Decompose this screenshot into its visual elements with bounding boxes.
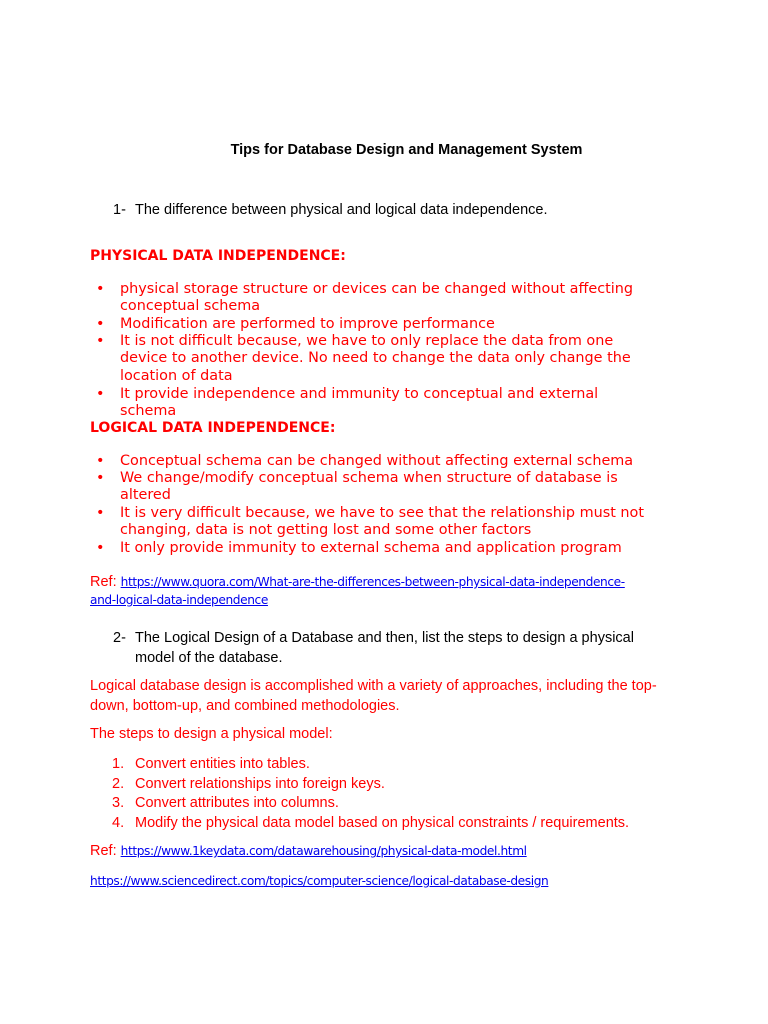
physical-heading: PHYSICAL DATA INDEPENDENCE: [90,248,346,264]
bullet-icon: • [96,540,105,556]
question-text: The difference between physical and logical data independence. [135,202,548,218]
question-number: 2- [113,630,126,646]
steps-intro: The steps to design a physical model: [90,726,333,742]
bullet-icon: • [96,333,105,349]
list-item-text: Conceptual schema can be changed without affecting external schema [120,453,634,469]
logical-heading: LOGICAL DATA INDEPENDENCE: [90,420,336,436]
list-item-text: Modification are performed to improve performance [120,316,495,332]
ref-label: Ref: [90,843,117,859]
quora-link[interactable]: https://www.quora.com/What-are-the-differences-between-physical-data-independence- [120,575,625,589]
logical-design-paragraph: Logical database design is accomplished with a variety of approaches, including the top-down, bottom-up, and combined methodologies. [90,678,657,714]
bullet-icon: • [96,386,105,402]
bullet-icon: • [96,453,105,469]
reference-1 [90,573,690,609]
sciencedirect-link[interactable]: https://www.sciencedirect.com/topics/computer-science/logical-database-design [90,874,549,888]
step-number: 2. [112,775,125,792]
step-number: 1. [112,756,125,772]
step-text: Convert entities into tables. [135,756,310,772]
step-text: Convert attributes into columns. [135,795,339,812]
question-1 [113,200,673,220]
step-number: 4. [112,814,125,831]
reference-2 [90,843,690,859]
list-item-text: It is very difficult because, we have to see that the relationship must not changing, data is not getting lost and some other factors [120,505,644,539]
bullet-icon: • [96,470,105,486]
list-item-text: We change/modify conceptual schema when structure of database is altered [120,470,618,504]
document-title: Tips for Database Design and Management System [230,142,583,158]
question-number: 1- [113,202,126,218]
question-2 [113,628,673,668]
bullet-icon: • [96,281,105,297]
bullet-icon: • [96,316,105,332]
list-item-text: physical storage structure or devices can be changed without affecting conceptual schema [120,281,634,315]
question-text: The Logical Design of a Database and then, list the steps to design a physical model of the database. [135,630,634,666]
ref-label: Ref: [90,574,117,590]
list-item-text: It provide independence and immunity to conceptual and external schema [120,386,599,420]
quora-link-continued[interactable]: and-logical-data-independence [90,593,268,607]
step-text: Modify the physical data model based on physical constraints / requirements. [135,814,630,831]
step-text: Convert relationships into foreign keys. [135,775,385,792]
reference-2-extra [90,873,690,889]
1keydata-link[interactable]: https://www.1keydata.com/datawarehousing/physical-data-model.html [120,844,527,858]
step-number: 3. [112,795,125,812]
list-item-text: It only provide immunity to external schema and application program [120,540,622,556]
bullet-icon: • [96,505,105,521]
list-item-text: It is not difficult because, we have to only replace the data from one device to another device. No need to change the data only change the location of data [120,333,631,384]
